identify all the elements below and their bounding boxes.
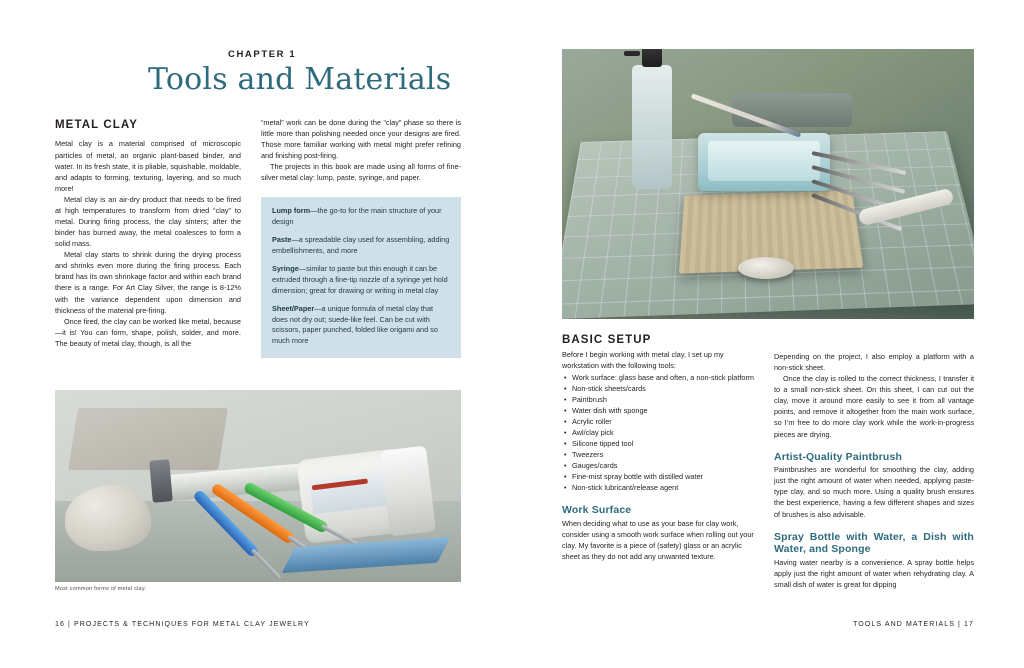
callout-term: Sheet/Paper — [272, 303, 315, 313]
list-item: • Silicone tipped tool — [572, 439, 758, 450]
paragraph: Having water nearby is a convenience. A spray bottle helps apply just the right amount of water when rehydrating clay. A small dish of water is great for dipping — [774, 557, 974, 589]
paragraph: Once fired, the clay can be worked like metal, because—it is! You can form, shape, polish, solder, and more. The beauty of metal clay, though, is all the — [55, 316, 241, 348]
photo-basic-setup — [562, 49, 974, 319]
photo-metal-clay-forms — [55, 390, 461, 582]
callout-text: —a unique formula of metal clay that does not dry out; suede-like feel. Can be cut with scissors, paper punched, folded like origami and so much more — [272, 303, 438, 346]
paragraph: When deciding what to use as your base for clay work, consider using a smooth work surface when rolling out your clay. My favorite is a piece of (safety) glass or an acrylic sheet as they do not add any unwanted texture. — [562, 519, 754, 562]
hand-tools-group — [812, 145, 918, 207]
callout-term: Paste — [272, 234, 292, 244]
metal-plate-shape — [732, 93, 852, 127]
paragraph: Once the clay is rolled to the correct thickness, I transfer it to a small non-stick sheet. On this sheet, I can cut out the clay, move it around more easily to see it from all vantage points, and remove it altogether from the main work surface, so I’m free to do more clay work while the work-in-progress pieces are drying. — [774, 374, 974, 439]
callout-text: —a spreadable clay used for assembling, adding embellishments, and more — [272, 234, 450, 255]
folio-right: TOOLS AND MATERIALS | 17 — [853, 621, 974, 628]
paragraph: Metal clay is a material comprised of microscopic particles of metal, an organic plant-based binder, and water. In its fresh state, it is pliable, squishable, moldable, and adapts to forming, texturing, layering, and so much more! — [55, 139, 241, 193]
list-item: • Water dish with sponge — [572, 406, 758, 417]
list-item: • Awl/clay pick — [572, 428, 758, 439]
clay-disc-shape — [738, 257, 794, 279]
list-item: • Tweezers — [572, 450, 758, 461]
spray-bottle-shape — [632, 65, 672, 189]
photo-caption: Most common forms of metal clay. — [55, 586, 147, 592]
subsection-heading-paintbrush: Artist-Quality Paintbrush — [774, 450, 903, 463]
tools-list — [562, 373, 758, 493]
callout-item — [272, 206, 450, 228]
right-column-two — [774, 351, 974, 590]
callout-term: Syringe — [272, 263, 299, 273]
right-page — [512, 0, 1024, 668]
section-heading-basic-setup: BASIC SETUP — [562, 334, 652, 346]
list-item: • Non-stick sheets/cards — [572, 384, 758, 395]
list-item: • Acrylic roller — [572, 417, 758, 428]
left-column-two — [261, 117, 461, 183]
list-item: • Paintbrush — [572, 395, 758, 406]
paragraph: Metal clay starts to shrink during the drying process and shrinks even more during the firing process. Each brand has its own shrinkage factor and within each brand there is a range. For Art Clay Silver, the range is 8-12% with the variance dependent upon dimension and thickness of the material pre-firing. — [55, 250, 241, 315]
callout-item — [272, 264, 450, 297]
callout-box-clay-forms — [261, 197, 461, 358]
list-item: • Non-stick lubricant/release agent — [572, 483, 758, 494]
paragraph: Depending on the project, I also employ a platform with a non-stick sheet. — [774, 352, 974, 373]
callout-item — [272, 304, 450, 348]
syringe-plunger-shape — [149, 459, 173, 503]
clay-slab-shape — [68, 408, 228, 470]
subsection-heading-work-surface: Work Surface — [562, 504, 632, 517]
paragraph: “metal” work can be done during the “clay” phase so there is little more than polishing needed once your designs are fired. Those more familiar working with metal might prefer refining and finishing post-firing. — [261, 118, 461, 161]
folio-left: 16 | PROJECTS & TECHNIQUES FOR METAL CLAY JEWELRY — [55, 621, 310, 628]
paragraph: The projects in this book are made using all forms of fine-silver metal clay: lump, paste, syringe, and paper. — [261, 162, 461, 183]
subsection-heading-spray-bottle: Spray Bottle with Water, a Dish with Water, and Sponge — [774, 530, 974, 556]
chapter-label: CHAPTER 1 — [228, 49, 297, 60]
right-column-one — [562, 349, 758, 562]
chapter-title: Tools and Materials — [148, 62, 452, 97]
left-column-one — [55, 117, 241, 349]
callout-item — [272, 235, 450, 257]
list-item: • Work surface: glass base and often, a non-stick platform — [572, 373, 758, 384]
water-dish-inner — [708, 141, 820, 181]
list-item: • Fine-mist spray bottle with distilled water — [572, 472, 758, 483]
callout-text: —the go-to for the main structure of your design — [272, 206, 442, 226]
section-heading-metal-clay: METAL CLAY — [55, 119, 138, 131]
paragraph: Metal clay is an air-dry product that needs to be fired at high temperatures to transform from dried “clay” to metal. During firing process, the clay sinters; after the binder has burned away, the metal coalesces to form a solid mass. — [55, 194, 241, 249]
callout-term: Lump form — [272, 206, 311, 215]
list-item: • Gauges/cards — [572, 461, 758, 472]
clay-lump-shape — [65, 485, 151, 551]
paragraph: Paintbrushes are wonderful for smoothing the clay, adding just the right amount of water when needed, applying paste-type clay, and so much more. Using a quality brush ensures the best experience, having a few different shapes and sizes of brushes is also advisable. — [774, 465, 974, 519]
callout-text: —similar to paste but thin enough it can be extruded through a fine-tip nozzle of a syringe yet hold dimension; great for drawing or writing in metal clay — [272, 263, 448, 295]
water-dish-shape — [698, 133, 830, 191]
paragraph: Before I begin working with metal clay, I set up my workstation with the following tools: — [562, 350, 724, 371]
